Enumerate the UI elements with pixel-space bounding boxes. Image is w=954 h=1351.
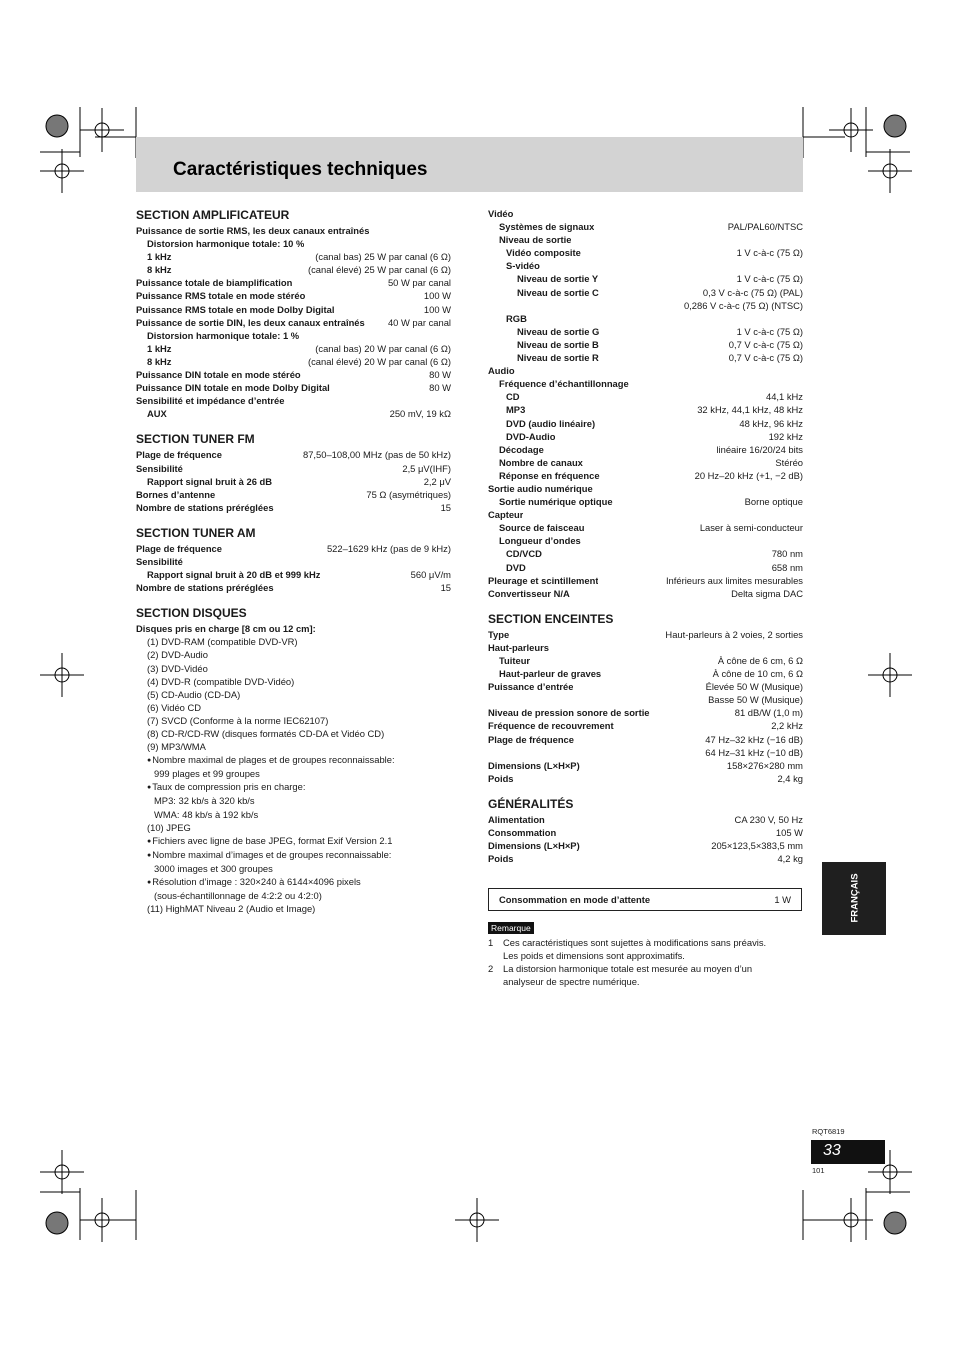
- spec-label: Capteur: [488, 509, 524, 521]
- disc-list-item: ● Taux de compression pris en charge:: [136, 780, 451, 794]
- spec-row: [488, 534, 803, 547]
- spec-value: PAL/PAL60/NTSC: [727, 221, 803, 233]
- spec-row: [488, 719, 803, 732]
- spec-label: Consommation: [488, 827, 557, 839]
- spec-label: Sortie audio numérique: [488, 482, 593, 494]
- spec-label: Haut-parleurs: [488, 641, 549, 653]
- spec-label: DVD-Audio: [506, 430, 556, 442]
- spec-value: 20 Hz–20 kHz (+1, −2 dB): [694, 469, 803, 481]
- spec-label: 1 kHz: [147, 342, 172, 354]
- spec-label: Audio: [488, 365, 515, 377]
- spec-value: À cône de 6 cm, 6 Ω: [717, 655, 803, 666]
- spec-label: Décodage: [499, 443, 544, 455]
- spec-value: 2,2 μV: [423, 475, 451, 487]
- spec-value: linéaire 16/20/24 bits: [716, 443, 803, 455]
- spec-value: Laser à semi-conducteur: [699, 522, 803, 534]
- spec-value: (canal bas) 20 W par canal (6 Ω): [315, 342, 451, 354]
- spec-value: 0,7 V c-à-c (75 Ω): [728, 338, 803, 350]
- spec-row: [488, 338, 803, 351]
- spec-value: 64 Hz–31 kHz (−10 dB): [705, 746, 803, 758]
- spec-row: [136, 407, 451, 420]
- spec-value: 75 Ω (asymétriques): [366, 488, 451, 500]
- spec-label: CD: [506, 391, 520, 403]
- note-number: 2: [488, 963, 494, 975]
- spec-value: 205×123,5×383,5 mm: [711, 840, 803, 852]
- spec-row: [488, 325, 803, 338]
- spec-row: [136, 488, 451, 501]
- note-text: analyseur de spectre numérique.: [503, 976, 640, 988]
- standby-value: 1 W: [774, 894, 791, 905]
- spec-value: 0,7 V c-à-c (75 Ω): [728, 352, 803, 364]
- spec-label: 8 kHz: [147, 264, 172, 276]
- spec-value: 158×276×280 mm: [726, 759, 803, 771]
- spec-row: [136, 303, 451, 316]
- spec-label: Puissance DIN totale en mode stéréo: [136, 369, 301, 381]
- spec-value: 100 W: [423, 290, 451, 302]
- disc-list-item: MP3: 32 kb/s à 320 kb/s: [154, 795, 255, 807]
- spec-label: Poids: [488, 853, 514, 865]
- speakers-section: [488, 611, 803, 785]
- spec-value: 658 nm: [771, 561, 803, 573]
- spec-label: AUX: [147, 408, 167, 420]
- spec-label: Plage de fréquence: [136, 449, 222, 461]
- spec-value: (canal bas) 25 W par canal (6 Ω): [315, 251, 451, 263]
- note-number: 1: [488, 937, 494, 948]
- spec-row: [136, 329, 451, 342]
- sub-page-number: 101: [812, 1166, 825, 1175]
- spec-label: Puissance RMS totale en mode Dolby Digital: [136, 303, 335, 315]
- spec-value: Haut-parleurs à 2 voies, 2 sorties: [665, 628, 803, 640]
- disc-list-item: ● Fichiers avec ligne de base JPEG, format Exif Version 2.1: [136, 834, 451, 848]
- disc-list-item: (4) DVD-R (compatible DVD-Vidéo): [147, 675, 295, 687]
- spec-row: [488, 286, 803, 299]
- spec-value: 250 mV, 19 kΩ: [389, 408, 451, 420]
- spec-value: 105 W: [775, 827, 803, 839]
- disc-list-item: (8) CD-R/CD-RW (disques formatés CD-DA et Vidéo CD): [147, 728, 385, 739]
- spec-label: Puissance de sortie DIN, les deux canaux entraînés: [136, 316, 365, 328]
- note-text: Ces caractéristiques sont sujettes à modifications sans préavis.: [503, 937, 767, 948]
- spec-row: [488, 641, 803, 654]
- spec-label: CD/VCD: [506, 548, 542, 560]
- spec-label: Pleurage et scintillement: [488, 574, 599, 586]
- spec-row: [488, 680, 803, 693]
- spec-value: 2,5 μV(IHF): [402, 462, 451, 474]
- spec-rows: [136, 542, 451, 594]
- spec-label: Source de faisceau: [499, 522, 585, 534]
- spec-value: CA 230 V, 50 Hz: [734, 813, 803, 825]
- standby-label: Consommation en mode d’attente: [499, 894, 651, 905]
- spec-value: 2,2 kHz: [771, 720, 803, 732]
- disc-list-item: (9) MP3/WMA: [147, 741, 206, 753]
- spec-label: Distorsion harmonique totale: 1 %: [147, 329, 300, 341]
- spec-value: 15: [440, 501, 451, 513]
- spec-value: Inférieurs aux limites mesurables: [665, 574, 803, 586]
- spec-label: Fréquence d’échantillonnage: [499, 378, 629, 390]
- spec-label: Haut-parleur de graves: [499, 668, 602, 680]
- spec-label: Niveau de sortie G: [517, 325, 600, 337]
- note-text: La distorsion harmonique totale est mesurée au moyen d’un: [503, 963, 753, 975]
- spec-label: Longueur d’ondes: [499, 535, 581, 547]
- disc-list-item: (1) DVD-RAM (compatible DVD-VR): [147, 636, 298, 648]
- spec-row: [488, 547, 803, 560]
- spec-value: 80 W: [429, 382, 451, 394]
- spec-label: Systèmes de signaux: [499, 221, 595, 233]
- spec-label: 1 kHz: [147, 251, 172, 263]
- spec-label: Niveau de sortie R: [517, 352, 599, 364]
- spec-row: [488, 299, 803, 312]
- spec-rows: [136, 448, 451, 513]
- title-banner: [136, 137, 803, 192]
- spec-row: [136, 462, 451, 475]
- spec-value: 15: [440, 582, 451, 594]
- spec-row: [488, 259, 803, 272]
- disc-list-item: (6) Vidéo CD: [147, 701, 202, 713]
- spec-row: [136, 581, 451, 594]
- spec-value: Borne optique: [744, 496, 803, 508]
- disc-list-item: (2) DVD-Audio: [147, 649, 208, 661]
- page-title: Caractéristiques techniques: [173, 159, 428, 180]
- am-tuner-section: [136, 525, 451, 594]
- language-tab: [822, 862, 886, 935]
- spec-value: 4,2 kg: [777, 853, 803, 865]
- spec-row: [488, 443, 803, 456]
- spec-value: 522–1629 kHz (pas de 9 kHz): [326, 542, 451, 554]
- spec-value: Delta sigma DAC: [731, 587, 803, 599]
- spec-label: S-vidéo: [506, 260, 540, 272]
- spec-rows: [488, 813, 803, 865]
- spec-row: [136, 555, 451, 568]
- spec-row: [488, 456, 803, 469]
- general-section: [488, 796, 803, 865]
- spec-label: Rapport signal bruit à 20 dB et 999 kHz: [147, 569, 321, 581]
- spec-label: Niveau de sortie B: [517, 338, 599, 350]
- spec-value: 1 V c-à-c (75 Ω): [736, 247, 803, 259]
- spec-row: [488, 233, 803, 246]
- remark-label: Remarque: [488, 922, 534, 934]
- spec-rows: [488, 628, 803, 785]
- spec-label: Alimentation: [488, 813, 545, 825]
- spec-label: Niveau de sortie C: [517, 286, 599, 298]
- disc-list-item: WMA: 48 kb/s à 192 kb/s: [154, 808, 259, 820]
- spec-value: 1 V c-à-c (75 Ω): [736, 273, 803, 285]
- section-heading: SECTION ENCEINTES: [488, 611, 614, 626]
- section-heading: SECTION TUNER FM: [136, 432, 255, 447]
- disc-list-item: (3) DVD-Vidéo: [147, 662, 208, 674]
- spec-row: [488, 430, 803, 443]
- spec-value: 560 μV/m: [410, 569, 451, 581]
- spec-label: Distorsion harmonique totale: 10 %: [147, 238, 305, 250]
- spec-row: [136, 289, 451, 302]
- spec-label: Niveau de pression sonore de sortie: [488, 707, 650, 719]
- spec-row: [488, 403, 803, 416]
- spec-row: [488, 469, 803, 482]
- spec-rows: [136, 224, 451, 420]
- discs-subheading: Disques pris en charge [8 cm ou 12 cm]:: [136, 623, 316, 635]
- spec-row: [136, 542, 451, 555]
- spec-row: [488, 220, 803, 233]
- spec-row: [488, 667, 803, 680]
- language-label: FRANÇAIS: [849, 873, 861, 923]
- right-column: [488, 207, 803, 865]
- spec-label: Dimensions (L×H×P): [488, 759, 580, 771]
- disc-list-item: ● Nombre maximal de plages et de groupes reconnaissable:: [136, 753, 451, 767]
- section-heading: GÉNÉRALITÉS: [488, 796, 574, 811]
- spec-row: [488, 417, 803, 430]
- spec-label: Niveau de sortie: [499, 234, 572, 246]
- spec-rows: [488, 207, 803, 600]
- spec-row: [136, 368, 451, 381]
- spec-label: Dimensions (L×H×P): [488, 840, 580, 852]
- section-heading: SECTION TUNER AM: [136, 525, 256, 540]
- spec-row: [136, 501, 451, 514]
- spec-value: Stéréo: [775, 456, 803, 468]
- spec-value: 192 kHz: [768, 430, 803, 442]
- disc-list-item: 999 plages et 99 groupes: [154, 768, 260, 780]
- spec-value: 47 Hz–32 kHz (−16 dB): [705, 733, 803, 745]
- spec-row: [488, 246, 803, 259]
- spec-label: Puissance de sortie RMS, les deux canaux entraînés: [136, 225, 370, 236]
- spec-row: [136, 316, 451, 329]
- spec-row: [488, 693, 803, 706]
- note-item: [488, 936, 808, 962]
- spec-row: [488, 351, 803, 364]
- spec-label: Type: [488, 628, 510, 640]
- spec-row: [136, 448, 451, 461]
- spec-value: 40 W par canal: [387, 316, 451, 328]
- disc-list-item: 3000 images et 300 groupes: [154, 862, 273, 874]
- spec-row: [136, 224, 451, 237]
- spec-row: [136, 568, 451, 581]
- spec-label: Plage de fréquence: [136, 542, 222, 554]
- spec-row: [488, 495, 803, 508]
- spec-row: [136, 250, 451, 263]
- spec-row: [136, 276, 451, 289]
- note-text: Les poids et dimensions sont approximatifs.: [503, 950, 685, 962]
- spec-label: Puissance RMS totale en mode stéréo: [136, 290, 306, 302]
- page-number-box: [811, 1140, 885, 1164]
- spec-value: Élevée 50 W (Musique): [705, 681, 803, 693]
- spec-label: Vidéo: [488, 208, 514, 219]
- spec-label: Convertisseur N/A: [488, 587, 570, 599]
- spec-row: [136, 381, 451, 394]
- spec-label: Tuiteur: [499, 655, 531, 666]
- amplifier-section: [136, 207, 451, 420]
- spec-value: À cône de 10 cm, 6 Ω: [712, 668, 803, 680]
- spec-label: 8 kHz: [147, 355, 172, 367]
- spec-row: [488, 628, 803, 641]
- spec-label: Nombre de stations préréglées: [136, 501, 274, 513]
- spec-label: Nombre de stations préréglées: [136, 582, 274, 594]
- spec-label: Sensibilité: [136, 555, 183, 567]
- spec-value: 100 W: [423, 303, 451, 315]
- disc-list-item: ● Résolution d’image : 320×240 à 6144×4096 pixels: [136, 875, 451, 889]
- spec-label: Plage de fréquence: [488, 733, 574, 745]
- spec-label: MP3: [506, 404, 526, 416]
- spec-value: 81 dB/W (1,0 m): [734, 707, 803, 719]
- spec-row: [488, 521, 803, 534]
- spec-value: 80 W: [429, 369, 451, 381]
- spec-value: (canal élevé) 25 W par canal (6 Ω): [307, 264, 451, 276]
- spec-row: [488, 839, 803, 852]
- disc-list-item: (sous-échantillonnage de 4:2:2 ou 4:2:0): [154, 890, 322, 902]
- spec-label: Bornes d’antenne: [136, 488, 216, 500]
- spec-row: [136, 475, 451, 488]
- spec-row: [488, 746, 803, 759]
- spec-row: [488, 508, 803, 521]
- spec-row: [136, 237, 451, 250]
- section-heading: SECTION DISQUES: [136, 606, 247, 621]
- spec-label: Puissance DIN totale en mode Dolby Digital: [136, 382, 330, 394]
- spec-row: [488, 813, 803, 826]
- spec-value: 0,3 V c-à-c (75 Ω) (PAL): [702, 286, 803, 298]
- spec-value: Basse 50 W (Musique): [708, 694, 803, 706]
- note-item: [488, 962, 808, 988]
- document-code: RQT6819: [812, 1127, 845, 1136]
- spec-label: Sensibilité et impédance d’entrée: [136, 395, 285, 407]
- spec-value: 0,286 V c-à-c (75 Ω) (NTSC): [683, 299, 803, 311]
- spec-value: 48 kHz, 96 kHz: [739, 417, 803, 429]
- spec-row: [488, 759, 803, 772]
- video-audio-section: [488, 207, 803, 600]
- disc-list-item: (7) SVCD (Conforme à la norme IEC62107): [147, 714, 329, 726]
- spec-label: Fréquence de recouvrement: [488, 720, 614, 732]
- spec-row: [488, 733, 803, 746]
- spec-row: [488, 482, 803, 495]
- spec-value: 1 V c-à-c (75 Ω): [736, 325, 803, 337]
- spec-row: [488, 364, 803, 377]
- spec-row: [488, 852, 803, 865]
- spec-row: [488, 706, 803, 719]
- spec-value: 2,4 kg: [777, 772, 803, 784]
- discs-section: [136, 605, 451, 915]
- spec-row: [488, 826, 803, 839]
- spec-label: RGB: [506, 312, 527, 324]
- spec-row: [488, 587, 803, 600]
- spec-label: Sensibilité: [136, 462, 183, 474]
- spec-label: Niveau de sortie Y: [517, 273, 599, 285]
- spec-value: (canal élevé) 20 W par canal (6 Ω): [307, 355, 451, 367]
- fm-tuner-section: [136, 431, 451, 513]
- spec-row: [488, 574, 803, 587]
- page-number: 33: [823, 1142, 841, 1159]
- disc-list-item: (10) JPEG: [147, 821, 191, 833]
- spec-label: DVD (audio linéaire): [506, 417, 596, 429]
- disc-list-item: (5) CD-Audio (CD-DA): [147, 688, 241, 700]
- spec-value: 50 W par canal: [387, 277, 451, 289]
- spec-row: [488, 272, 803, 285]
- section-heading: SECTION AMPLIFICATEUR: [136, 208, 290, 222]
- spec-label: DVD: [506, 561, 526, 573]
- spec-value: 32 kHz, 44,1 kHz, 48 kHz: [697, 404, 803, 416]
- disc-list-item: (11) HighMAT Niveau 2 (Audio et Image): [147, 903, 316, 915]
- left-column: [136, 207, 451, 915]
- spec-label: Nombre de canaux: [499, 456, 583, 468]
- spec-row: [488, 390, 803, 403]
- spec-row: [136, 342, 451, 355]
- spec-label: Vidéo composite: [506, 247, 581, 259]
- spec-label: Poids: [488, 772, 514, 784]
- spec-label: Puissance totale de biamplification: [136, 277, 293, 289]
- spec-label: Réponse en fréquence: [499, 469, 600, 481]
- spec-value: 780 nm: [771, 548, 803, 560]
- spec-row: [136, 394, 451, 407]
- spec-row: [136, 355, 451, 368]
- spec-row: [488, 377, 803, 390]
- disc-list-item: ● Nombre maximal d’images et de groupes reconnaissable:: [136, 848, 451, 862]
- spec-row: [488, 561, 803, 574]
- spec-row: [488, 772, 803, 785]
- standby-power-box: [488, 888, 802, 911]
- spec-label: Rapport signal bruit à 26 dB: [147, 475, 273, 487]
- spec-row: [488, 207, 803, 220]
- spec-row: [136, 263, 451, 276]
- spec-value: 44,1 kHz: [766, 391, 803, 403]
- spec-label: Puissance d’entrée: [488, 681, 574, 693]
- spec-row: [488, 312, 803, 325]
- notes: [488, 936, 808, 988]
- spec-value: 87,50–108,00 MHz (pas de 50 kHz): [303, 449, 451, 461]
- spec-row: [488, 654, 803, 667]
- spec-label: Sortie numérique optique: [499, 496, 613, 508]
- disc-list: [136, 635, 451, 915]
